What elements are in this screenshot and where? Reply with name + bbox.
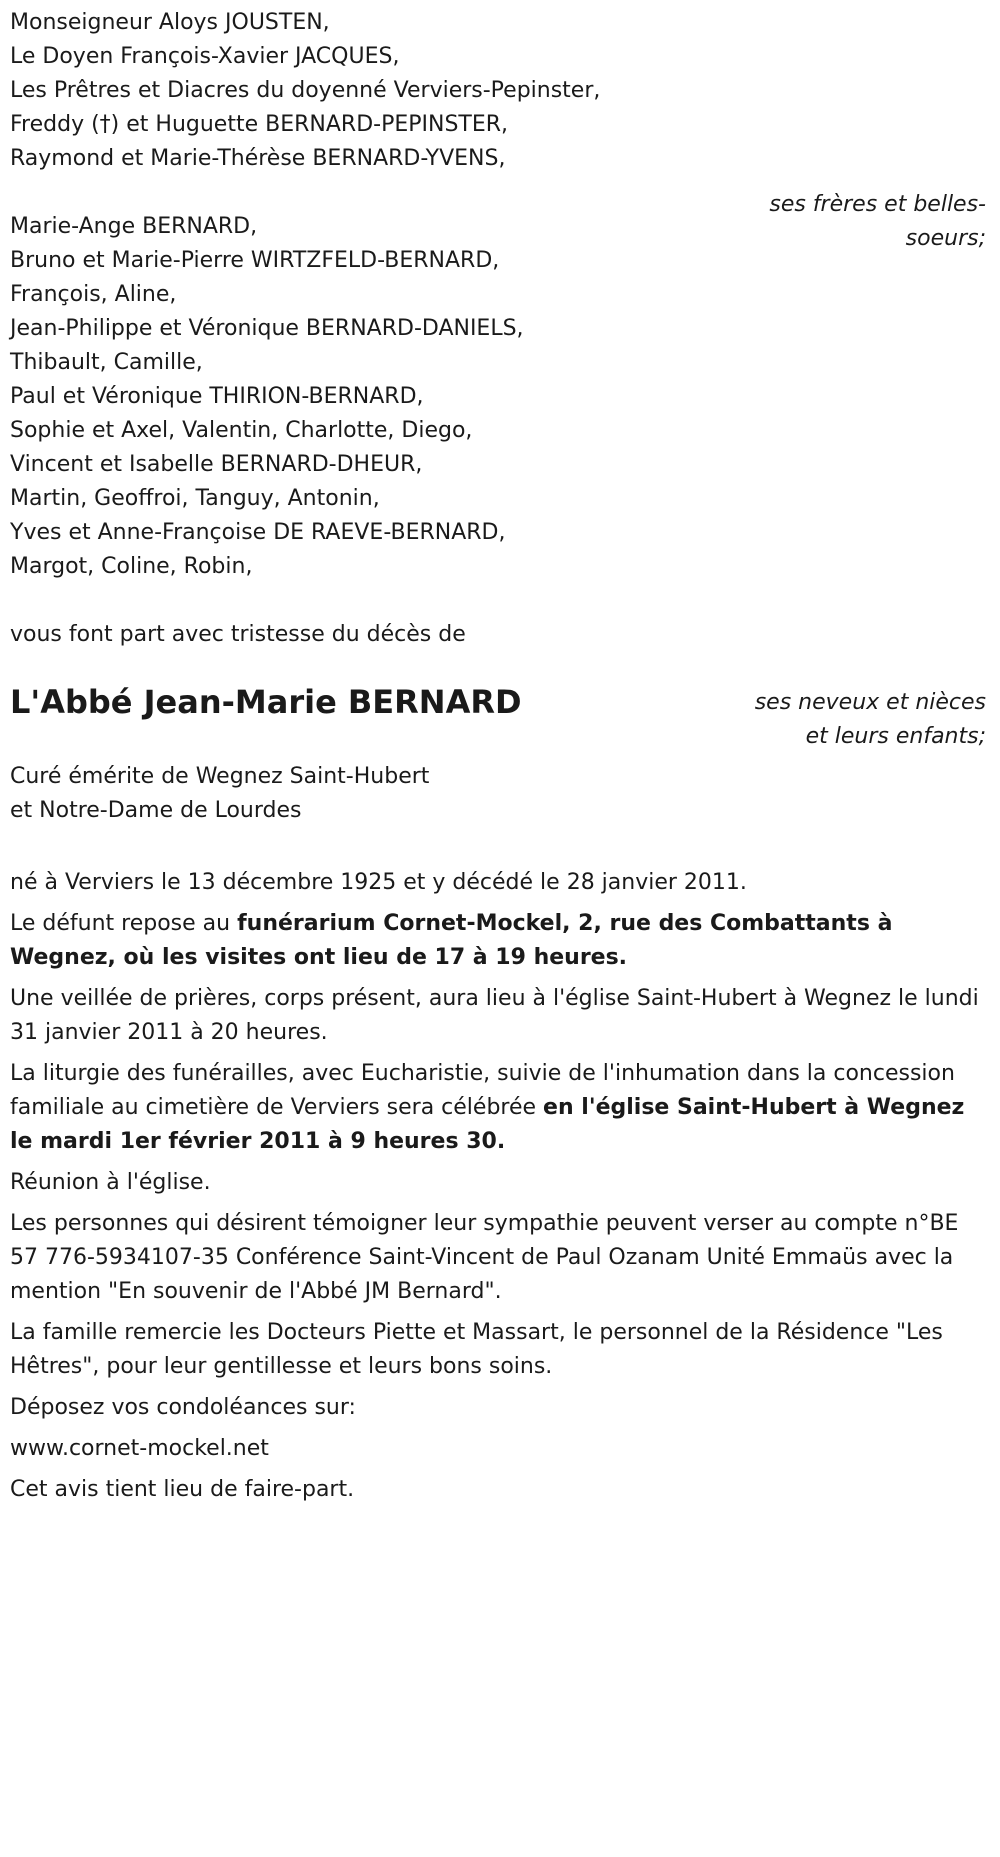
family-line: Bruno et Marie-Pierre WIRTZFELD-BERNARD, xyxy=(10,248,500,273)
deceased-title xyxy=(10,760,986,828)
family-line: Sophie et Axel, Valentin, Charlotte, Diego, xyxy=(10,418,473,443)
family-line: Yves et Anne-Françoise DE RAEVE-BERNARD, xyxy=(10,520,506,545)
deceased-title-line: Curé émérite de Wegnez Saint-Hubert xyxy=(10,764,430,789)
vigil-info: Une veillée de prières, corps présent, aura lieu à l'église Saint-Hubert à Wegnez le lundi 31 janvier 2011 à 20 heures. xyxy=(10,986,979,1045)
condolences-label: Déposez vos condoléances sur: xyxy=(10,1395,356,1420)
closing-note: Cet avis tient lieu de faire-part. xyxy=(10,1477,355,1502)
family-line: Freddy (†) et Huguette BERNARD-PEPINSTER, xyxy=(10,112,509,137)
deceased-name: L'Abbé Jean-Marie BERNARD xyxy=(10,683,522,721)
obituary-notice xyxy=(10,6,986,1507)
liturgy-details: en l'église Saint-Hubert à Wegnez le mardi 1er février 2011 à 9 heures 30. xyxy=(10,1095,965,1154)
family-line: Paul et Véronique THIRION-BERNARD, xyxy=(10,384,424,409)
family-line: Jean-Philippe et Véronique BERNARD-DANIELS, xyxy=(10,316,524,341)
reunion-info: Réunion à l'église. xyxy=(10,1170,211,1195)
family-line: Thibault, Camille, xyxy=(10,350,203,375)
donation-info: Les personnes qui désirent témoigner leur sympathie peuvent verser au compte n°BE 57 776-5934107-35 Conférence Saint-Vincent de Paul Ozanam Unité Emmaüs avec la mention "En souvenir de l'Abbé JM Bernard". xyxy=(10,1211,959,1304)
liturgy-info xyxy=(10,1057,986,1159)
family-line: Monseigneur Aloys JOUSTEN, xyxy=(10,10,330,35)
condolences-link[interactable]: www.cornet-mockel.net xyxy=(10,1436,269,1461)
family-line: Les Prêtres et Diacres du doyenné Verviers-Pepinster, xyxy=(10,78,601,103)
relation-label-nephews: ses neveux et nièces et leurs enfants; xyxy=(754,690,986,749)
family-line: Marie-Ange BERNARD, xyxy=(10,214,258,239)
thanks-info: La famille remercie les Docteurs Piette et Massart, le personnel de la Résidence "Les Hêtres", pour leur gentillesse et leurs bons soins. xyxy=(10,1320,943,1379)
family-group-1 xyxy=(10,6,730,176)
family-line: Raymond et Marie-Thérèse BERNARD-YVENS, xyxy=(10,146,506,171)
family-line: Martin, Geoffroi, Tanguy, Antonin, xyxy=(10,486,380,511)
family-line: François, Aline, xyxy=(10,282,177,307)
announcement: vous font part avec tristesse du décès de xyxy=(10,622,466,647)
deceased-title-line: et Notre-Dame de Lourdes xyxy=(10,798,302,823)
funerarium-info xyxy=(10,907,986,975)
funerarium-lead: Le défunt repose au xyxy=(10,911,238,936)
relation-label-siblings: ses frères et belles-soeurs; xyxy=(769,192,986,251)
family-line: Vincent et Isabelle BERNARD-DHEUR, xyxy=(10,452,423,477)
funerarium-details: funérarium Cornet-Mockel, 2, rue des Combattants à Wegnez, où les visites ont lieu de 17 à 19 heures. xyxy=(10,911,893,970)
family-line: Le Doyen François-Xavier JACQUES, xyxy=(10,44,400,69)
birth-death: né à Verviers le 13 décembre 1925 et y décédé le 28 janvier 2011. xyxy=(10,870,747,895)
liturgy-lead: La liturgie des funérailles, avec Eucharistie, suivie de l'inhumation dans la concession familiale au cimetière de Verviers sera célébrée xyxy=(10,1061,955,1120)
family-group-2 xyxy=(10,210,730,584)
family-line: Margot, Coline, Robin, xyxy=(10,554,253,579)
